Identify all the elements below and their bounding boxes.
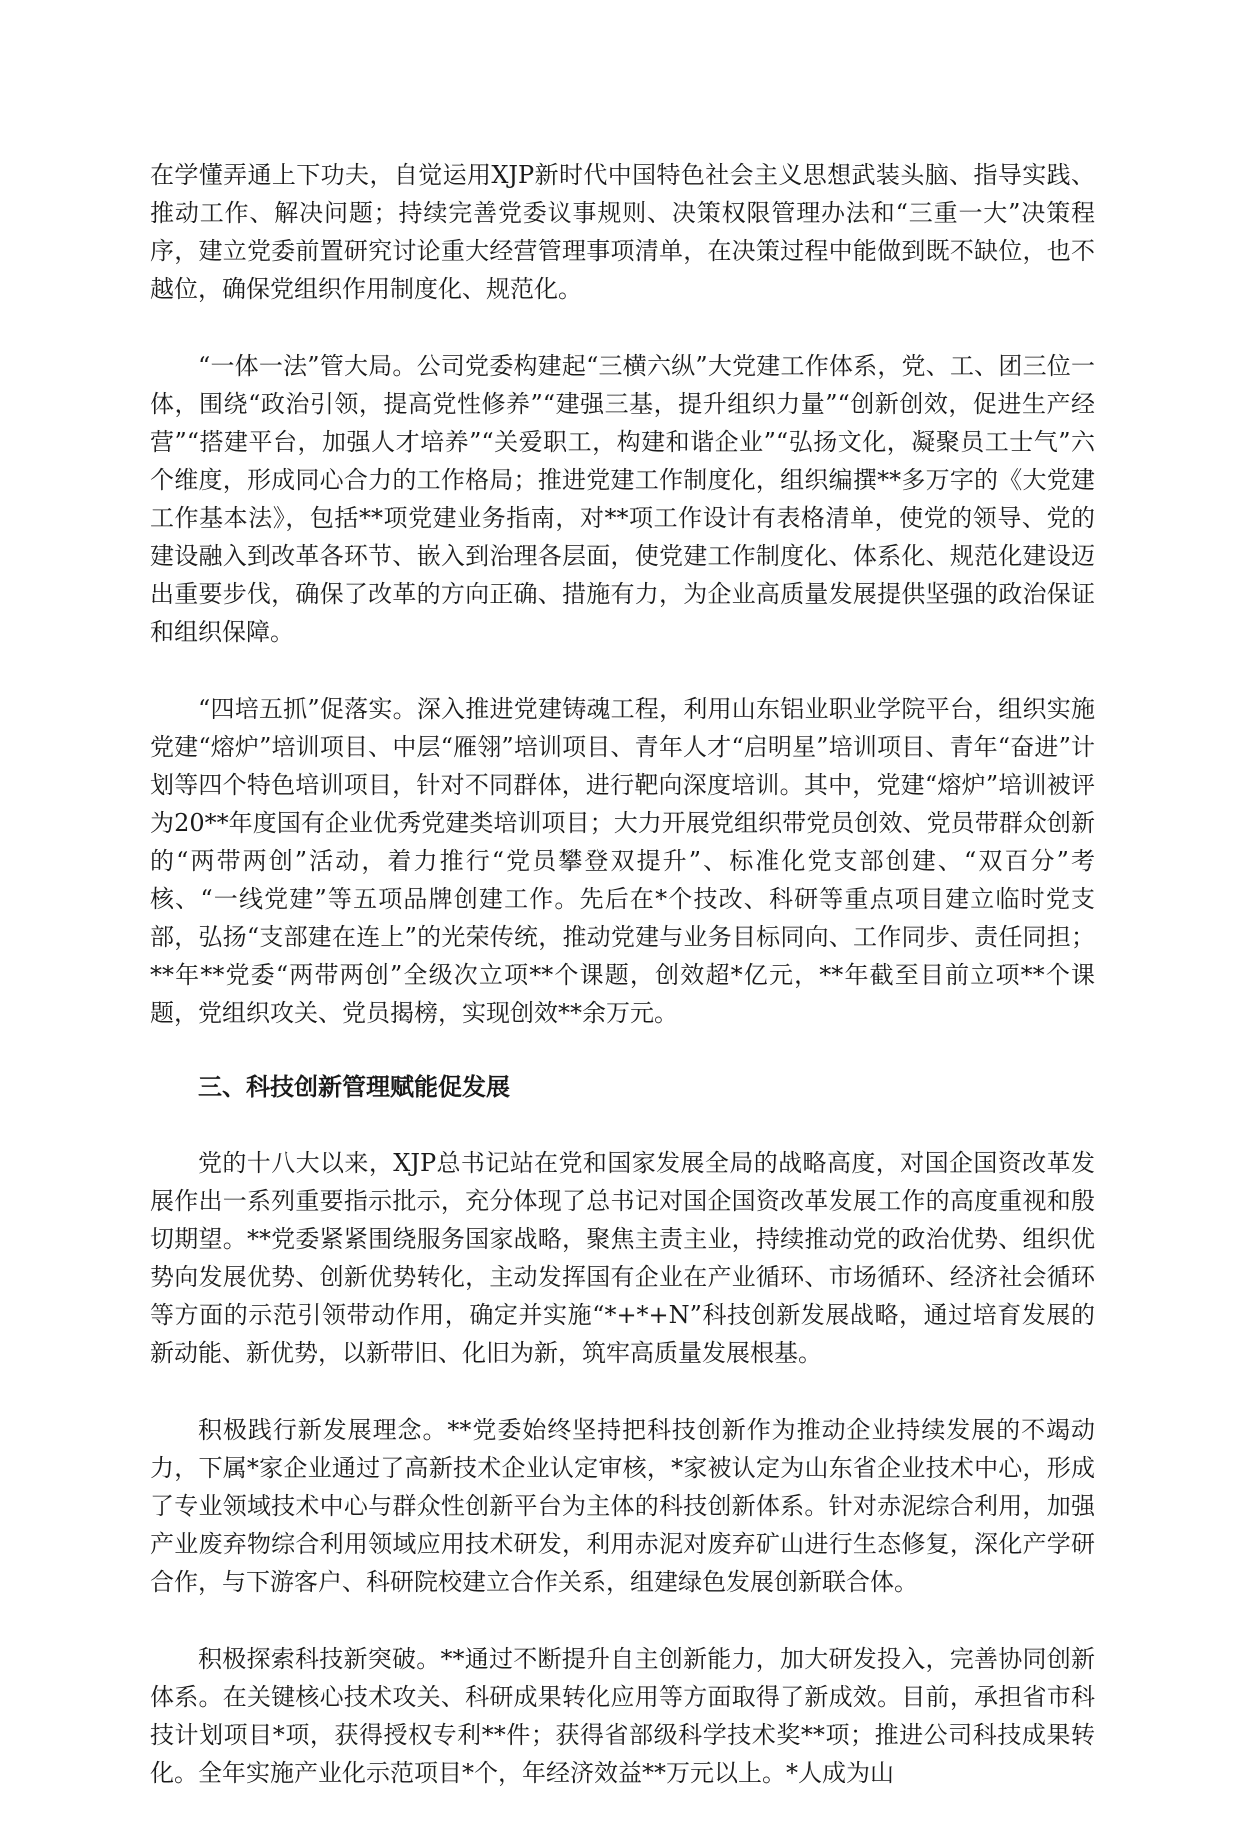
paragraph-tech-strategy: 党的十八大以来，XJP总书记站在党和国家发展全局的战略高度，对国企国资改革发展作出一系列重要指示批示，充分体现了总书记对国企国资改革发展工作的高度重视和殷切期望。**党委紧紧围绕服务国家战略，聚焦主责主业，持续推动党的政治优势、组织优势向发展优势、创新优势转化，主动发挥国有企业在产业循环、市场循环、经济社会循环等方面的示范引领带动作用，确定并实施“*+*+N”科技创新发展战略，通过培育发展的新动能、新优势，以新带旧、化旧为新，筑牢高质量发展根基。 — [150, 1149, 1095, 1367]
section-heading-tech-innovation: 三、科技创新管理赋能促发展 — [198, 1073, 510, 1101]
paragraph-tech-breakthrough: 积极探索科技新突破。**通过不断提升自主创新能力，加大研发投入，完善协同创新体系。在关键核心技术攻关、科研成果转化应用等方面取得了新成效。目前，承担省市科技计划项目*项，获得授权专利**件；获得省部级科学技术奖**项；推进公司科技成果转化。全年实施产业化示范项目*个，年经济效益**万元以上。*人成为山 — [150, 1645, 1095, 1787]
document-body — [150, 156, 1095, 1831]
paragraph-intro-continuation: 在学懂弄通上下功夫，自觉运用XJP新时代中国特色社会主义思想武装头脑、指导实践、推动工作、解决问题；持续完善党委议事规则、决策权限管理办法和“三重一大”决策程序，建立党委前置研究讨论重大经营管理事项清单，在决策过程中能做到既不缺位，也不越位，确保党组织作用制度化、规范化。 — [150, 161, 1095, 303]
paragraph-new-development-concept: 积极践行新发展理念。**党委始终坚持把科技创新作为推动企业持续发展的不竭动力，下属*家企业通过了高新技术企业认定审核，*家被认定为山东省企业技术中心，形成了专业领域技术中心与群众性创新平台为主体的科技创新体系。针对赤泥综合利用，加强产业废弃物综合利用领域应用技术研发，利用赤泥对废弃矿山进行生态修复，深化产学研合作，与下游客户、科研院校建立合作关系，组建绿色发展创新联合体。 — [150, 1416, 1095, 1596]
paragraph-training-implementation: “四培五抓”促落实。深入推进党建铸魂工程，利用山东铝业职业学院平台，组织实施党建“熔炉”培训项目、中层“雁翎”培训项目、青年人才“启明星”培训项目、青年“奋进”计划等四个特色培训项目，针对不同群体，进行靶向深度培训。其中，党建“熔炉”培训被评为20**年度国有企业优秀党建类培训项目；大力开展党组织带党员创效、党员带群众创新的“两带两创”活动，着力推行“党员攀登双提升”、标准化党支部创建、“双百分”考核、“一线党建”等五项品牌创建工作。先后在*个技改、科研等重点项目建立临时党支部，弘扬“支部建在连上”的光荣传统，推动党建与业务目标同向、工作同步、责任同担；**年**党委“两带两创”全级次立项**个课题，创效超*亿元，**年截至目前立项**个课题，党组织攻关、党员揭榜，实现创效**余万元。 — [150, 695, 1095, 1027]
paragraph-party-building-system: “一体一法”管大局。公司党委构建起“三横六纵”大党建工作体系，党、工、团三位一体，围绕“政治引领，提高党性修养”“建强三基，提升组织力量”“创新创效，促进生产经营”“搭建平台，加强人才培养”“关爱职工，构建和谐企业”“弘扬文化，凝聚员工士气”六个维度，形成同心合力的工作格局；推进党建工作制度化，组织编撰**多万字的《大党建工作基本法》，包括**项党建业务指南，对**项工作设计有表格清单，使党的领导、党的建设融入到改革各环节、嵌入到治理各层面，使党建工作制度化、体系化、规范化建设迈出重要步伐，确保了改革的方向正确、措施有力，为企业高质量发展提供坚强的政治保证和组织保障。 — [150, 352, 1095, 646]
